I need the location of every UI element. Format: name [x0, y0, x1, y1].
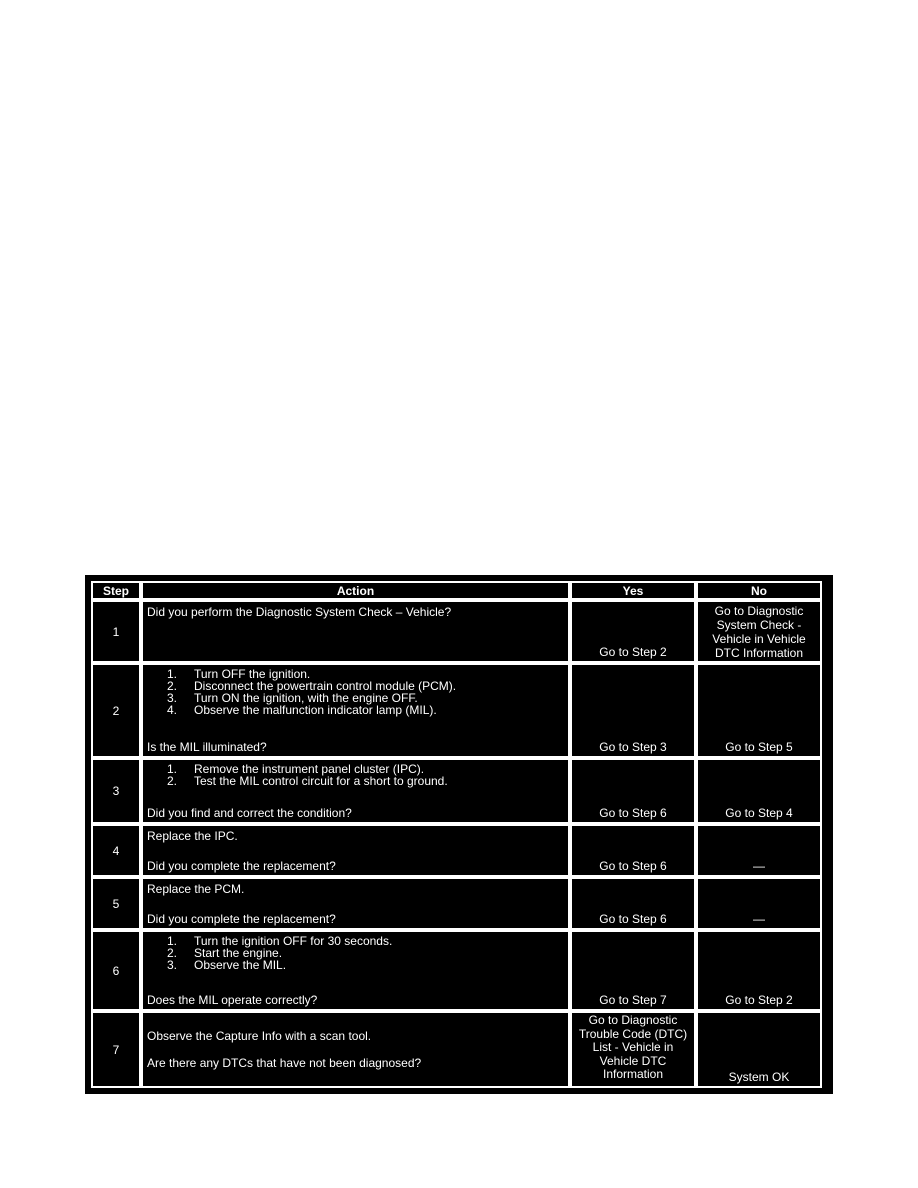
step-number: 2: [91, 663, 141, 758]
action-cell: [141, 600, 570, 663]
question-text: Did you complete the replacement?: [147, 912, 336, 926]
action-cell: [141, 1011, 570, 1088]
step-number: 5: [91, 877, 141, 930]
no-text: System OK: [728, 1070, 790, 1084]
procedure-item: 3. Observe the MIL.: [167, 958, 287, 972]
procedure-item: 3. Turn ON the ignition, with the engine OFF.: [167, 691, 418, 705]
yes-text: Go to Step 7: [599, 993, 667, 1007]
action-cell: [141, 930, 570, 1011]
procedure-item: 1. Remove the instrument panel cluster (IPC).: [167, 762, 425, 776]
no-text: Go to Diagnostic System Check - Vehicle in Vehicle DTC Information: [712, 604, 806, 660]
no-text: —: [753, 912, 765, 926]
action-text: Observe the Capture Info with a scan tool.: [147, 1029, 372, 1043]
no-cell: [696, 824, 822, 877]
question-text: Did you find and correct the condition?: [147, 806, 352, 820]
no-cell: [696, 1011, 822, 1088]
diagnostic-table: [85, 575, 833, 1094]
action-cell: [141, 758, 570, 824]
yes-cell: [570, 663, 696, 758]
no-text: Go to Step 2: [725, 993, 793, 1007]
procedure-list: [167, 668, 456, 716]
yes-cell: [570, 758, 696, 824]
header-action: Action: [141, 581, 570, 600]
no-text: —: [753, 859, 765, 873]
header-yes: Yes: [570, 581, 696, 600]
yes-text: Go to Diagnostic Trouble Code (DTC) List - Vehicle in Vehicle DTC Information: [578, 1013, 688, 1081]
procedure-item: 4. Observe the malfunction indicator lamp (MIL).: [167, 703, 437, 717]
action-text: Did you perform the Diagnostic System Check – Vehicle?: [147, 605, 452, 619]
action-text: Replace the IPC.: [147, 829, 238, 843]
yes-cell: [570, 824, 696, 877]
step-number: 7: [91, 1011, 141, 1088]
action-text: Replace the PCM.: [147, 882, 245, 896]
procedure-list: [167, 935, 392, 971]
no-cell: [696, 600, 822, 663]
yes-cell: [570, 877, 696, 930]
no-cell: [696, 877, 822, 930]
yes-text: Go to Step 3: [599, 740, 667, 754]
question-text: Is the MIL illuminated?: [147, 740, 267, 754]
step-number: 6: [91, 930, 141, 1011]
procedure-item: 2. Test the MIL control circuit for a short to ground.: [167, 774, 448, 788]
yes-cell: [570, 1011, 696, 1088]
question-text: Are there any DTCs that have not been diagnosed?: [147, 1056, 422, 1070]
procedure-item: 2. Start the engine.: [167, 946, 283, 960]
no-cell: [696, 930, 822, 1011]
step-number: 1: [91, 600, 141, 663]
header-no: No: [696, 581, 822, 600]
yes-text: Go to Step 6: [599, 859, 667, 873]
no-cell: [696, 758, 822, 824]
step-number: 4: [91, 824, 141, 877]
no-cell: [696, 663, 822, 758]
procedure-list: [167, 763, 448, 787]
procedure-item: 1. Turn OFF the ignition.: [167, 667, 311, 681]
header-step: Step: [91, 581, 141, 600]
yes-cell: [570, 600, 696, 663]
no-text: Go to Step 5: [725, 740, 793, 754]
step-number: 3: [91, 758, 141, 824]
action-cell: [141, 877, 570, 930]
question-text: Does the MIL operate correctly?: [147, 993, 318, 1007]
procedure-item: 2. Disconnect the powertrain control module (PCM).: [167, 679, 457, 693]
action-cell: [141, 824, 570, 877]
yes-text: Go to Step 2: [599, 645, 667, 659]
question-text: Did you complete the replacement?: [147, 859, 336, 873]
action-cell: [141, 663, 570, 758]
yes-cell: [570, 930, 696, 1011]
procedure-item: 1. Turn the ignition OFF for 30 seconds.: [167, 934, 393, 948]
yes-text: Go to Step 6: [599, 912, 667, 926]
yes-text: Go to Step 6: [599, 806, 667, 820]
no-text: Go to Step 4: [725, 806, 793, 820]
